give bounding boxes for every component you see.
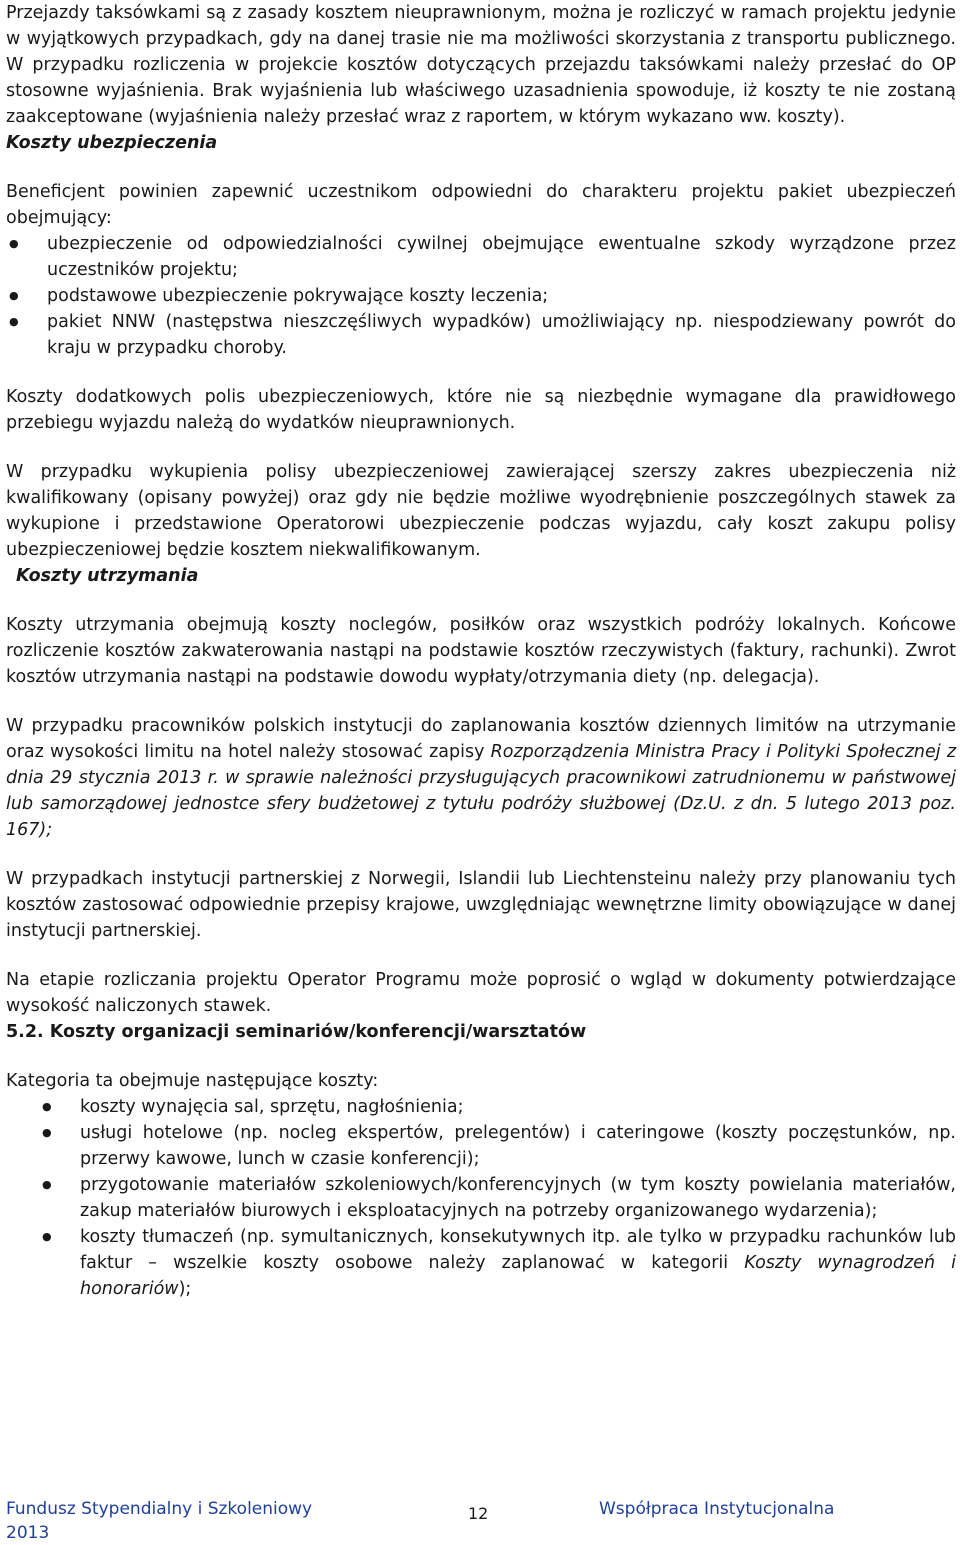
maintenance-paragraph-1: Koszty utrzymania obejmują koszty noclegów, posiłków oraz wszystkich podróży lokalnych. Końcowe rozliczenie kosztów zakwaterowania nastąpi na podstawie kosztów rzeczywistych (faktury, rachunki). Zwrot kosztów utrzymania nastąpi na podstawie dowodu wypłaty/otrzymania diety (np. delegacja).: [6, 615, 956, 687]
regulation-reference: Rozporządzenia Ministra Pracy i Polityki Społecznej z dnia 29 stycznia 2013 r. w sprawie należności przysługujących pracownikowi zatrudnionemu w państwowej lub samorządowej jednostce sfery budżetowej z tytułu podróży służbowej (Dz.U. z dn. 5 lutego 2013 poz. 167);: [6, 742, 956, 840]
page-footer: [6, 1497, 956, 1545]
list-item: ● podstawowe ubezpieczenie pokrywające koszty leczenia;: [6, 283, 956, 309]
list-item: ● ubezpieczenie od odpowiedzialności cywilnej obejmujące ewentualne szkody wyrządzone przez uczestników projektu;: [6, 231, 956, 283]
footer-fund-line-2: 2013: [6, 1523, 50, 1543]
document-page: [6, 0, 956, 1302]
maintenance-paragraph-3: W przypadkach instytucji partnerskiej z Norwegii, Islandii lub Liechtensteinu należy przy planowaniu tych kosztów zastosować odpowiednie przepisy krajowe, uwzględniając wewnętrzne limity obowiązujące w danej instytucji partnerskiej.: [6, 869, 956, 941]
maintenance-paragraph-2: [6, 713, 956, 843]
footer-fund-name: [6, 1497, 312, 1545]
list-item: ● pakiet NNW (następstwa nieszczęśliwych wypadków) umożliwiający np. niespodziewany powrót do kraju w przypadku choroby.: [6, 309, 956, 361]
footer-program-name: Współpraca Instytucjonalna: [599, 1499, 835, 1519]
list-item: ● usługi hotelowe (np. nocleg ekspertów, prelegentów) i cateringowe (koszty poczęstunków, np. przerwy kawowe, lunch w czasie konferencji);: [6, 1120, 956, 1172]
section-5-2-intro: Kategoria ta obejmuje następujące koszty:: [6, 1071, 379, 1091]
section-5-2-heading: 5.2. Koszty organizacji seminariów/konferencji/warsztatów: [6, 1022, 587, 1042]
section-5-2-list: [6, 1094, 956, 1302]
insurance-heading: Koszty ubezpieczenia: [6, 133, 218, 153]
list-item: ● koszty wynajęcia sal, sprzętu, nagłośnienia;: [6, 1094, 956, 1120]
list-item-text: koszty tłumaczeń (np. symultanicznych, konsekutywnych itp. ale tylko w przypadku rachunków lub faktur – wszelkie koszty osobowe należy zaplanować w kategorii: [80, 1227, 956, 1273]
insurance-paragraph-2: Koszty dodatkowych polis ubezpieczeniowych, które nie są niezbędnie wymagane dla prawidłowego przebiegu wyjazdu należą do wydatków nieuprawnionych.: [6, 387, 956, 433]
list-item-end: );: [178, 1279, 192, 1299]
list-item: [6, 1224, 956, 1302]
maintenance-p2-text: W przypadku pracowników polskich instytucji do zaplanowania kosztów dziennych limitów na utrzymanie oraz wysokości limitu na hotel należy stosować zapisy: [6, 716, 956, 762]
maintenance-heading: Koszty utrzymania: [16, 566, 199, 586]
footer-fund-line-1: Fundusz Stypendialny i Szkoleniowy: [6, 1499, 313, 1519]
insurance-paragraph-3: W przypadku wykupienia polisy ubezpieczeniowej zawierającej szerszy zakres ubezpieczenia niż kwalifikowany (opisany powyżej) oraz gdy nie będzie możliwe wyodrębnienie poszczególnych stawek za wykupione i przedstawione Operatorowi ubezpieczenie podczas wyjazdu, cały koszt zakupu polisy ubezpieczeniowej będzie kosztem niekwalifikowanym.: [6, 462, 956, 560]
insurance-list: [6, 231, 956, 361]
insurance-intro: Beneficjent powinien zapewnić uczestnikom odpowiedni do charakteru projektu pakiet ubezpieczeń obejmujący:: [6, 182, 956, 228]
list-item: ● przygotowanie materiałów szkoleniowych/konferencyjnych (w tym koszty powielania materiałów, zakup materiałów biurowych i eksploatacyjnych na potrzeby organizowanego wydarzenia);: [6, 1172, 956, 1224]
category-reference: Koszty wynagrodzeń i honorariów: [80, 1253, 956, 1299]
maintenance-paragraph-4: Na etapie rozliczania projektu Operator Programu może poprosić o wgląd w dokumenty potwierdzające wysokość naliczonych stawek.: [6, 970, 956, 1016]
taxi-paragraph: Przejazdy taksówkami są z zasady kosztem nieuprawnionym, można je rozliczyć w ramach projektu jedynie w wyjątkowych przypadkach, gdy na danej trasie nie ma możliwości skorzystania z transportu publicznego. W przypadku rozliczenia w projekcie kosztów dotyczących przejazdu taksówkami należy przesłać do OP stosowne wyjaśnienia. Brak wyjaśnienia lub właściwego uzasadnienia spowoduje, iż koszty te nie zostaną zaakceptowane (wyjaśnienia należy przesłać wraz z raportem, w którym wykazano ww. koszty).: [6, 3, 956, 127]
page-number: 12: [468, 1504, 489, 1523]
